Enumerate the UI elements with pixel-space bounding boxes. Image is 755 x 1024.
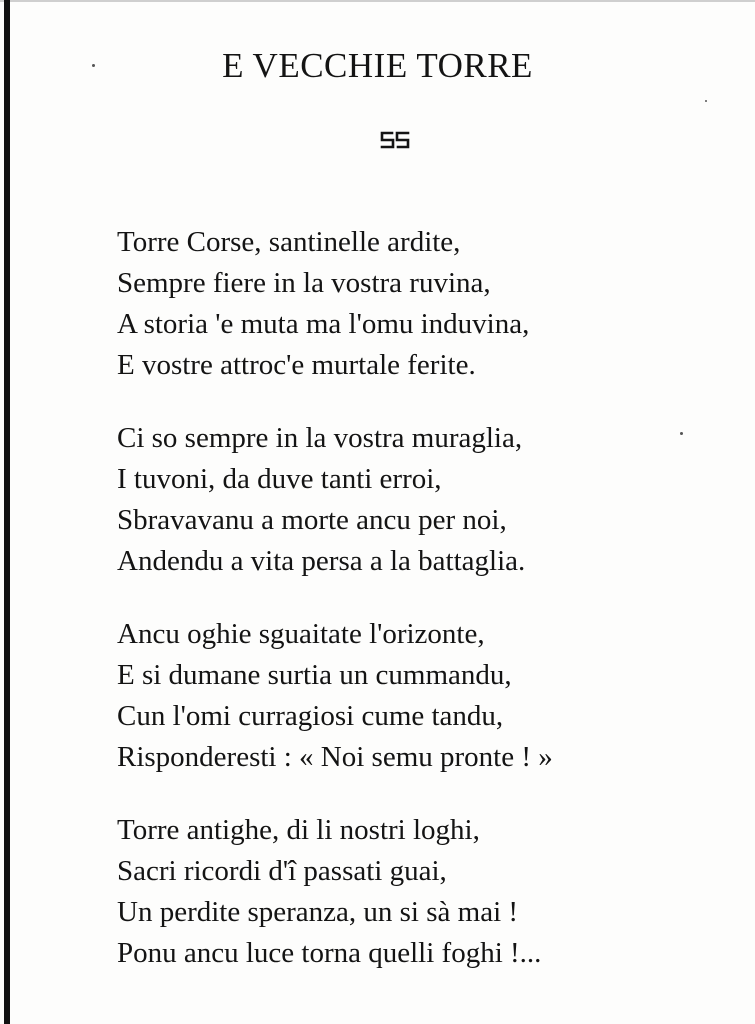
dust-speck <box>705 100 707 102</box>
page-binding-edge <box>4 0 10 1024</box>
stanza-2 <box>117 418 717 582</box>
verse-line: Sbravavanu a morte ancu per noi, <box>117 504 507 536</box>
verse-line: Sacri ricordi d'î passati guai, <box>117 855 447 887</box>
verse-line: Torre Corse, santinelle ardite, <box>117 226 461 258</box>
verse-line: E si dumane surtia un cummandu, <box>117 659 512 691</box>
poem-body <box>117 222 717 1006</box>
verse-line: A storia 'e muta ma l'omu induvina, <box>117 308 530 340</box>
verse-line: I tuvoni, da duve tanti erroi, <box>117 463 442 495</box>
stanza-1 <box>117 222 717 386</box>
verse-line: Sempre fiere in la vostra ruvina, <box>117 267 491 299</box>
verse-line: Risponderesti : « Noi semu pronte ! » <box>117 741 553 773</box>
verse-line: Ponu ancu luce torna quelli foghi !... <box>117 937 542 969</box>
verse-line: Ancu oghie sguaitate l'orizonte, <box>117 618 485 650</box>
stanza-4 <box>117 810 717 974</box>
verse-line: Torre antighe, di li nostri loghi, <box>117 814 480 846</box>
swastika-ornament-icon <box>380 130 410 150</box>
verse-line: Un perdite speranza, un si sà mai ! <box>117 896 519 928</box>
verse-line: Cun l'omi curragiosi cume tandu, <box>117 700 504 732</box>
stanza-3 <box>117 614 717 778</box>
verse-line: Andendu a vita persa a la battaglia. <box>117 545 526 577</box>
poem-title: E VECCHIE TORRE <box>222 46 533 85</box>
top-edge <box>0 0 755 2</box>
verse-line: E vostre attroc'e murtale ferite. <box>117 349 476 381</box>
verse-line: Ci so sempre in la vostra muraglia, <box>117 422 523 454</box>
